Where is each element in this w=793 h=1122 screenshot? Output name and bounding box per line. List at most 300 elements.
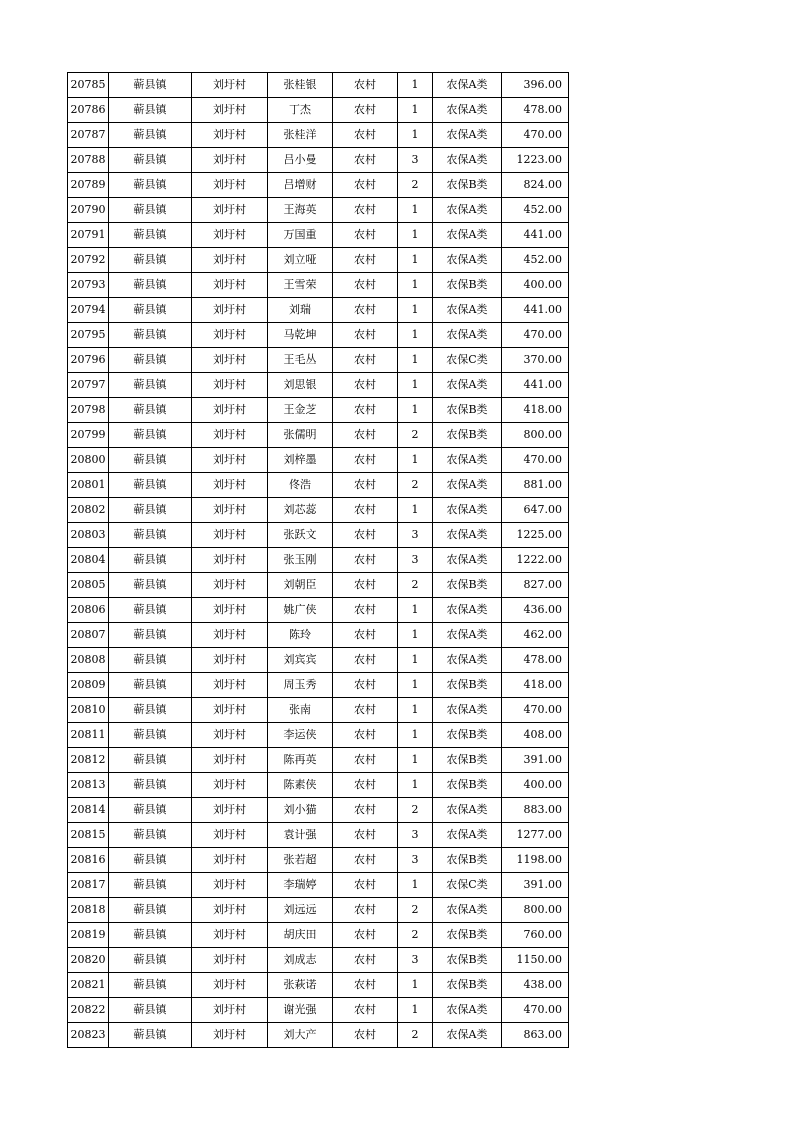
cell-amount: 1198.00 <box>502 848 569 873</box>
cell-id: 20815 <box>68 823 109 848</box>
cell-amount: 452.00 <box>502 198 569 223</box>
cell-name: 张儒明 <box>268 423 333 448</box>
cell-area: 农村 <box>333 273 398 298</box>
table-row <box>68 798 569 823</box>
cell-id: 20794 <box>68 298 109 323</box>
cell-count: 1 <box>398 73 433 98</box>
cell-category: 农保A类 <box>433 698 502 723</box>
cell-area: 农村 <box>333 348 398 373</box>
cell-count: 3 <box>398 523 433 548</box>
cell-amount: 436.00 <box>502 598 569 623</box>
records-table <box>67 72 569 1048</box>
cell-id: 20818 <box>68 898 109 923</box>
cell-village: 刘圩村 <box>192 623 268 648</box>
cell-amount: 800.00 <box>502 898 569 923</box>
cell-town: 蕲县镇 <box>109 73 192 98</box>
cell-category: 农保B类 <box>433 773 502 798</box>
cell-count: 1 <box>398 773 433 798</box>
cell-category: 农保A类 <box>433 148 502 173</box>
cell-category: 农保A类 <box>433 298 502 323</box>
cell-id: 20822 <box>68 998 109 1023</box>
cell-area: 农村 <box>333 498 398 523</box>
cell-id: 20805 <box>68 573 109 598</box>
cell-count: 1 <box>398 748 433 773</box>
cell-village: 刘圩村 <box>192 948 268 973</box>
table-row <box>68 98 569 123</box>
cell-village: 刘圩村 <box>192 898 268 923</box>
cell-area: 农村 <box>333 73 398 98</box>
cell-amount: 408.00 <box>502 723 569 748</box>
cell-name: 张萩诺 <box>268 973 333 998</box>
cell-town: 蕲县镇 <box>109 148 192 173</box>
cell-area: 农村 <box>333 223 398 248</box>
cell-village: 刘圩村 <box>192 73 268 98</box>
cell-category: 农保B类 <box>433 848 502 873</box>
cell-amount: 1277.00 <box>502 823 569 848</box>
cell-name: 王毛丛 <box>268 348 333 373</box>
cell-amount: 418.00 <box>502 398 569 423</box>
cell-village: 刘圩村 <box>192 648 268 673</box>
cell-count: 2 <box>398 798 433 823</box>
table-row <box>68 498 569 523</box>
cell-name: 丁杰 <box>268 98 333 123</box>
cell-id: 20804 <box>68 548 109 573</box>
cell-village: 刘圩村 <box>192 123 268 148</box>
cell-amount: 824.00 <box>502 173 569 198</box>
table-row <box>68 273 569 298</box>
cell-town: 蕲县镇 <box>109 473 192 498</box>
cell-name: 王金芝 <box>268 398 333 423</box>
cell-name: 马乾坤 <box>268 323 333 348</box>
cell-amount: 760.00 <box>502 923 569 948</box>
cell-name: 吕小曼 <box>268 148 333 173</box>
cell-category: 农保A类 <box>433 448 502 473</box>
cell-category: 农保A类 <box>433 373 502 398</box>
cell-town: 蕲县镇 <box>109 1023 192 1048</box>
table-row <box>68 673 569 698</box>
cell-village: 刘圩村 <box>192 223 268 248</box>
cell-category: 农保A类 <box>433 198 502 223</box>
table-row <box>68 448 569 473</box>
table-row <box>68 898 569 923</box>
cell-amount: 1222.00 <box>502 548 569 573</box>
cell-village: 刘圩村 <box>192 148 268 173</box>
cell-name: 刘思银 <box>268 373 333 398</box>
cell-area: 农村 <box>333 648 398 673</box>
table-row <box>68 648 569 673</box>
cell-town: 蕲县镇 <box>109 798 192 823</box>
cell-count: 2 <box>398 923 433 948</box>
cell-amount: 647.00 <box>502 498 569 523</box>
cell-area: 农村 <box>333 573 398 598</box>
cell-id: 20808 <box>68 648 109 673</box>
table-row <box>68 523 569 548</box>
cell-area: 农村 <box>333 898 398 923</box>
cell-amount: 400.00 <box>502 273 569 298</box>
cell-count: 1 <box>398 623 433 648</box>
cell-amount: 478.00 <box>502 648 569 673</box>
cell-area: 农村 <box>333 423 398 448</box>
table-row <box>68 948 569 973</box>
cell-amount: 470.00 <box>502 323 569 348</box>
cell-village: 刘圩村 <box>192 173 268 198</box>
cell-amount: 470.00 <box>502 998 569 1023</box>
cell-area: 农村 <box>333 673 398 698</box>
cell-town: 蕲县镇 <box>109 223 192 248</box>
cell-count: 1 <box>398 673 433 698</box>
table-row <box>68 373 569 398</box>
cell-name: 刘立哑 <box>268 248 333 273</box>
cell-name: 王海英 <box>268 198 333 223</box>
cell-village: 刘圩村 <box>192 548 268 573</box>
cell-category: 农保B类 <box>433 948 502 973</box>
cell-id: 20801 <box>68 473 109 498</box>
cell-village: 刘圩村 <box>192 373 268 398</box>
cell-amount: 1150.00 <box>502 948 569 973</box>
cell-area: 农村 <box>333 473 398 498</box>
table-row <box>68 623 569 648</box>
cell-area: 农村 <box>333 998 398 1023</box>
cell-area: 农村 <box>333 248 398 273</box>
table-row <box>68 973 569 998</box>
cell-category: 农保A类 <box>433 823 502 848</box>
cell-name: 李瑞婷 <box>268 873 333 898</box>
cell-name: 周玉秀 <box>268 673 333 698</box>
table-row <box>68 598 569 623</box>
cell-category: 农保B类 <box>433 723 502 748</box>
cell-town: 蕲县镇 <box>109 848 192 873</box>
cell-category: 农保A类 <box>433 598 502 623</box>
cell-village: 刘圩村 <box>192 248 268 273</box>
cell-amount: 883.00 <box>502 798 569 823</box>
cell-village: 刘圩村 <box>192 498 268 523</box>
cell-village: 刘圩村 <box>192 923 268 948</box>
cell-amount: 470.00 <box>502 448 569 473</box>
cell-id: 20823 <box>68 1023 109 1048</box>
cell-count: 1 <box>398 648 433 673</box>
cell-id: 20785 <box>68 73 109 98</box>
cell-town: 蕲县镇 <box>109 573 192 598</box>
cell-town: 蕲县镇 <box>109 248 192 273</box>
cell-area: 农村 <box>333 548 398 573</box>
cell-count: 2 <box>398 173 433 198</box>
cell-town: 蕲县镇 <box>109 648 192 673</box>
cell-count: 3 <box>398 848 433 873</box>
table-row <box>68 573 569 598</box>
cell-count: 1 <box>398 973 433 998</box>
cell-id: 20786 <box>68 98 109 123</box>
cell-village: 刘圩村 <box>192 523 268 548</box>
cell-town: 蕲县镇 <box>109 748 192 773</box>
cell-village: 刘圩村 <box>192 973 268 998</box>
table-row <box>68 148 569 173</box>
cell-town: 蕲县镇 <box>109 898 192 923</box>
cell-count: 3 <box>398 548 433 573</box>
cell-id: 20790 <box>68 198 109 223</box>
cell-town: 蕲县镇 <box>109 998 192 1023</box>
cell-village: 刘圩村 <box>192 98 268 123</box>
cell-count: 1 <box>398 298 433 323</box>
cell-name: 张南 <box>268 698 333 723</box>
cell-village: 刘圩村 <box>192 848 268 873</box>
cell-category: 农保B类 <box>433 423 502 448</box>
cell-category: 农保A类 <box>433 323 502 348</box>
cell-amount: 1225.00 <box>502 523 569 548</box>
cell-category: 农保B类 <box>433 923 502 948</box>
cell-count: 2 <box>398 1023 433 1048</box>
cell-village: 刘圩村 <box>192 273 268 298</box>
cell-amount: 391.00 <box>502 748 569 773</box>
cell-category: 农保B类 <box>433 748 502 773</box>
table-row <box>68 173 569 198</box>
cell-town: 蕲县镇 <box>109 98 192 123</box>
cell-amount: 462.00 <box>502 623 569 648</box>
cell-category: 农保A类 <box>433 623 502 648</box>
cell-area: 农村 <box>333 148 398 173</box>
cell-category: 农保B类 <box>433 273 502 298</box>
cell-area: 农村 <box>333 848 398 873</box>
cell-id: 20813 <box>68 773 109 798</box>
cell-name: 张桂洋 <box>268 123 333 148</box>
cell-village: 刘圩村 <box>192 823 268 848</box>
table-row <box>68 998 569 1023</box>
cell-village: 刘圩村 <box>192 1023 268 1048</box>
cell-town: 蕲县镇 <box>109 973 192 998</box>
cell-town: 蕲县镇 <box>109 948 192 973</box>
cell-category: 农保B类 <box>433 398 502 423</box>
cell-category: 农保A类 <box>433 898 502 923</box>
cell-count: 2 <box>398 473 433 498</box>
cell-village: 刘圩村 <box>192 348 268 373</box>
cell-count: 1 <box>398 98 433 123</box>
cell-town: 蕲县镇 <box>109 623 192 648</box>
cell-area: 农村 <box>333 98 398 123</box>
cell-id: 20788 <box>68 148 109 173</box>
cell-town: 蕲县镇 <box>109 773 192 798</box>
cell-village: 刘圩村 <box>192 998 268 1023</box>
cell-id: 20807 <box>68 623 109 648</box>
table-row <box>68 773 569 798</box>
cell-count: 2 <box>398 573 433 598</box>
cell-amount: 452.00 <box>502 248 569 273</box>
cell-id: 20820 <box>68 948 109 973</box>
cell-count: 1 <box>398 723 433 748</box>
cell-category: 农保A类 <box>433 73 502 98</box>
cell-area: 农村 <box>333 198 398 223</box>
cell-count: 2 <box>398 423 433 448</box>
cell-id: 20797 <box>68 373 109 398</box>
cell-category: 农保A类 <box>433 998 502 1023</box>
cell-town: 蕲县镇 <box>109 423 192 448</box>
cell-town: 蕲县镇 <box>109 323 192 348</box>
cell-id: 20799 <box>68 423 109 448</box>
table-body <box>68 73 569 1048</box>
cell-town: 蕲县镇 <box>109 923 192 948</box>
cell-name: 陈玲 <box>268 623 333 648</box>
cell-village: 刘圩村 <box>192 323 268 348</box>
cell-town: 蕲县镇 <box>109 673 192 698</box>
cell-name: 刘远远 <box>268 898 333 923</box>
cell-count: 1 <box>398 498 433 523</box>
cell-category: 农保A类 <box>433 498 502 523</box>
cell-amount: 863.00 <box>502 1023 569 1048</box>
cell-category: 农保A类 <box>433 798 502 823</box>
cell-amount: 396.00 <box>502 73 569 98</box>
cell-village: 刘圩村 <box>192 698 268 723</box>
cell-name: 张桂银 <box>268 73 333 98</box>
cell-name: 陈再英 <box>268 748 333 773</box>
table-row <box>68 473 569 498</box>
cell-id: 20795 <box>68 323 109 348</box>
cell-id: 20787 <box>68 123 109 148</box>
cell-village: 刘圩村 <box>192 398 268 423</box>
cell-id: 20806 <box>68 598 109 623</box>
cell-category: 农保B类 <box>433 573 502 598</box>
cell-category: 农保A类 <box>433 123 502 148</box>
cell-town: 蕲县镇 <box>109 873 192 898</box>
cell-count: 1 <box>398 323 433 348</box>
cell-id: 20809 <box>68 673 109 698</box>
cell-name: 谢光强 <box>268 998 333 1023</box>
cell-id: 20811 <box>68 723 109 748</box>
cell-count: 1 <box>398 248 433 273</box>
cell-name: 刘成志 <box>268 948 333 973</box>
cell-area: 农村 <box>333 623 398 648</box>
table-row <box>68 298 569 323</box>
cell-name: 张玉刚 <box>268 548 333 573</box>
cell-count: 1 <box>398 448 433 473</box>
cell-amount: 370.00 <box>502 348 569 373</box>
cell-id: 20791 <box>68 223 109 248</box>
cell-town: 蕲县镇 <box>109 698 192 723</box>
cell-area: 农村 <box>333 373 398 398</box>
cell-count: 1 <box>398 273 433 298</box>
cell-category: 农保A类 <box>433 223 502 248</box>
cell-area: 农村 <box>333 973 398 998</box>
table-row <box>68 123 569 148</box>
cell-category: 农保A类 <box>433 1023 502 1048</box>
cell-id: 20798 <box>68 398 109 423</box>
cell-amount: 470.00 <box>502 123 569 148</box>
cell-area: 农村 <box>333 398 398 423</box>
cell-name: 刘芯蕊 <box>268 498 333 523</box>
cell-village: 刘圩村 <box>192 198 268 223</box>
table-row <box>68 848 569 873</box>
cell-amount: 400.00 <box>502 773 569 798</box>
cell-town: 蕲县镇 <box>109 273 192 298</box>
table-row <box>68 223 569 248</box>
cell-category: 农保A类 <box>433 523 502 548</box>
cell-town: 蕲县镇 <box>109 373 192 398</box>
table-row <box>68 348 569 373</box>
cell-count: 2 <box>398 898 433 923</box>
cell-area: 农村 <box>333 798 398 823</box>
cell-amount: 478.00 <box>502 98 569 123</box>
cell-name: 佟浩 <box>268 473 333 498</box>
table-row <box>68 73 569 98</box>
cell-name: 姚广侠 <box>268 598 333 623</box>
cell-town: 蕲县镇 <box>109 298 192 323</box>
table-row <box>68 923 569 948</box>
cell-category: 农保C类 <box>433 873 502 898</box>
cell-amount: 438.00 <box>502 973 569 998</box>
cell-area: 农村 <box>333 923 398 948</box>
cell-id: 20817 <box>68 873 109 898</box>
cell-name: 李运侠 <box>268 723 333 748</box>
cell-id: 20814 <box>68 798 109 823</box>
cell-amount: 441.00 <box>502 298 569 323</box>
cell-name: 张跃文 <box>268 523 333 548</box>
cell-village: 刘圩村 <box>192 723 268 748</box>
cell-amount: 470.00 <box>502 698 569 723</box>
cell-town: 蕲县镇 <box>109 823 192 848</box>
cell-count: 3 <box>398 148 433 173</box>
cell-town: 蕲县镇 <box>109 173 192 198</box>
cell-category: 农保C类 <box>433 348 502 373</box>
cell-count: 1 <box>398 123 433 148</box>
cell-name: 陈素侠 <box>268 773 333 798</box>
cell-id: 20810 <box>68 698 109 723</box>
cell-area: 农村 <box>333 723 398 748</box>
cell-name: 吕增财 <box>268 173 333 198</box>
cell-id: 20789 <box>68 173 109 198</box>
cell-id: 20802 <box>68 498 109 523</box>
cell-id: 20800 <box>68 448 109 473</box>
cell-name: 胡庆田 <box>268 923 333 948</box>
cell-village: 刘圩村 <box>192 748 268 773</box>
table-row <box>68 198 569 223</box>
cell-id: 20812 <box>68 748 109 773</box>
cell-village: 刘圩村 <box>192 473 268 498</box>
table-row <box>68 698 569 723</box>
cell-id: 20796 <box>68 348 109 373</box>
cell-id: 20792 <box>68 248 109 273</box>
table-row <box>68 398 569 423</box>
cell-village: 刘圩村 <box>192 673 268 698</box>
cell-category: 农保A类 <box>433 548 502 573</box>
cell-area: 农村 <box>333 298 398 323</box>
cell-village: 刘圩村 <box>192 573 268 598</box>
table-row <box>68 873 569 898</box>
cell-town: 蕲县镇 <box>109 598 192 623</box>
cell-village: 刘圩村 <box>192 448 268 473</box>
table-row <box>68 1023 569 1048</box>
cell-count: 1 <box>398 698 433 723</box>
cell-area: 农村 <box>333 773 398 798</box>
cell-area: 农村 <box>333 948 398 973</box>
cell-town: 蕲县镇 <box>109 723 192 748</box>
cell-category: 农保A类 <box>433 473 502 498</box>
cell-name: 刘瑞 <box>268 298 333 323</box>
cell-id: 20821 <box>68 973 109 998</box>
cell-id: 20819 <box>68 923 109 948</box>
cell-count: 1 <box>398 198 433 223</box>
cell-count: 1 <box>398 373 433 398</box>
table-row <box>68 548 569 573</box>
cell-category: 农保A类 <box>433 248 502 273</box>
table-row <box>68 823 569 848</box>
cell-area: 农村 <box>333 598 398 623</box>
cell-name: 刘小猫 <box>268 798 333 823</box>
cell-area: 农村 <box>333 123 398 148</box>
cell-count: 1 <box>398 223 433 248</box>
cell-village: 刘圩村 <box>192 298 268 323</box>
table-row <box>68 748 569 773</box>
cell-category: 农保A类 <box>433 648 502 673</box>
cell-amount: 881.00 <box>502 473 569 498</box>
cell-name: 万国重 <box>268 223 333 248</box>
cell-village: 刘圩村 <box>192 423 268 448</box>
